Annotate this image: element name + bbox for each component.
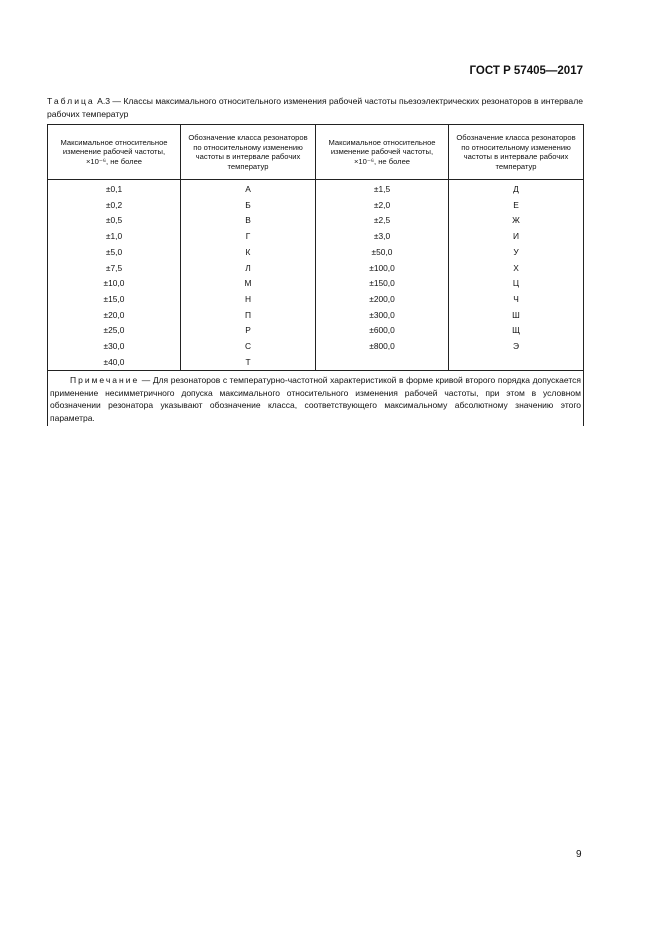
table-cell bbox=[449, 355, 584, 371]
table-cell: С bbox=[181, 339, 316, 355]
table-cell: ±800,0 bbox=[316, 339, 449, 355]
table-cell: Р bbox=[181, 323, 316, 339]
table-header-row bbox=[48, 125, 584, 180]
table-cell: Э bbox=[449, 339, 584, 355]
table-cell: ±2,5 bbox=[316, 213, 449, 229]
header-class-2: Обозначение класса резонаторов по относительному изменению частоты в интервале рабочих температур bbox=[449, 125, 584, 180]
table-row bbox=[48, 323, 584, 339]
caption-text: А.3 — Классы максимального относительного изменения рабочей частоты пьезоэлектрических резонаторов в интервале рабочих температур bbox=[47, 96, 583, 119]
table-cell: ±30,0 bbox=[48, 339, 181, 355]
table-cell: Н bbox=[181, 292, 316, 308]
table-cell: Ш bbox=[449, 308, 584, 324]
table-cell: М bbox=[181, 276, 316, 292]
caption-label: Таблица bbox=[47, 96, 95, 106]
table-cell: ±50,0 bbox=[316, 245, 449, 261]
table-row bbox=[48, 276, 584, 292]
table-cell: ±15,0 bbox=[48, 292, 181, 308]
table-cell: У bbox=[449, 245, 584, 261]
page-number: 9 bbox=[576, 849, 582, 860]
resonator-class-table bbox=[47, 124, 584, 426]
table-row bbox=[48, 180, 584, 198]
table-caption bbox=[47, 95, 583, 120]
header-class-1: Обозначение класса резонаторов по относительному изменению частоты в интервале рабочих температур bbox=[181, 125, 316, 180]
table-cell: ±2,0 bbox=[316, 198, 449, 214]
table-row bbox=[48, 339, 584, 355]
note-text: — Для резонаторов с температурно-частотной характеристикой в форме кривой второго порядка допускается применение несимметричного допуска максимального относительного изменения рабочей частоты, при этом в условном обозначении резонатора указывают обозначение класса, соответствующего максимальному абсолютному значению этого параметра. bbox=[50, 375, 581, 423]
table-cell: В bbox=[181, 213, 316, 229]
table-cell: А bbox=[181, 180, 316, 198]
table-cell: Г bbox=[181, 229, 316, 245]
table-cell: П bbox=[181, 308, 316, 324]
table-cell: ±3,0 bbox=[316, 229, 449, 245]
table-cell: Т bbox=[181, 355, 316, 371]
table-cell: Д bbox=[449, 180, 584, 198]
table-cell: Х bbox=[449, 261, 584, 277]
table-cell: Ц bbox=[449, 276, 584, 292]
table-note bbox=[48, 371, 584, 427]
table-cell: ±600,0 bbox=[316, 323, 449, 339]
table-row bbox=[48, 245, 584, 261]
table-cell: Л bbox=[181, 261, 316, 277]
table-cell: ±10,0 bbox=[48, 276, 181, 292]
table-note-row bbox=[48, 371, 584, 427]
table-row bbox=[48, 308, 584, 324]
table-cell: ±0,2 bbox=[48, 198, 181, 214]
table-cell: ±200,0 bbox=[316, 292, 449, 308]
table-row bbox=[48, 355, 584, 371]
table-cell: Ч bbox=[449, 292, 584, 308]
table-row bbox=[48, 213, 584, 229]
table-cell: ±40,0 bbox=[48, 355, 181, 371]
table-row bbox=[48, 261, 584, 277]
table-cell: ±25,0 bbox=[48, 323, 181, 339]
table-cell: ±1,5 bbox=[316, 180, 449, 198]
table-cell: Е bbox=[449, 198, 584, 214]
table-cell: ±300,0 bbox=[316, 308, 449, 324]
table-cell: ±5,0 bbox=[48, 245, 181, 261]
table-cell: ±1,0 bbox=[48, 229, 181, 245]
table-cell: К bbox=[181, 245, 316, 261]
table-cell: Щ bbox=[449, 323, 584, 339]
table-cell: ±100,0 bbox=[316, 261, 449, 277]
table-row bbox=[48, 229, 584, 245]
table-row bbox=[48, 292, 584, 308]
header-max-change-1: Максимальное относительное изменение рабочей частоты, ×10⁻⁶, не более bbox=[48, 125, 181, 180]
table-cell: ±20,0 bbox=[48, 308, 181, 324]
table-cell bbox=[316, 355, 449, 371]
header-max-change-2: Максимальное относительное изменение рабочей частоты, ×10⁻⁶, не более bbox=[316, 125, 449, 180]
table-cell: ±150,0 bbox=[316, 276, 449, 292]
table-cell: Б bbox=[181, 198, 316, 214]
note-label: Примечание bbox=[70, 375, 140, 386]
table-cell: Ж bbox=[449, 213, 584, 229]
document-code: ГОСТ Р 57405—2017 bbox=[469, 65, 583, 77]
table-cell: ±7,5 bbox=[48, 261, 181, 277]
table-cell: ±0,5 bbox=[48, 213, 181, 229]
table-cell: И bbox=[449, 229, 584, 245]
table-row bbox=[48, 198, 584, 214]
table-cell: ±0,1 bbox=[48, 180, 181, 198]
